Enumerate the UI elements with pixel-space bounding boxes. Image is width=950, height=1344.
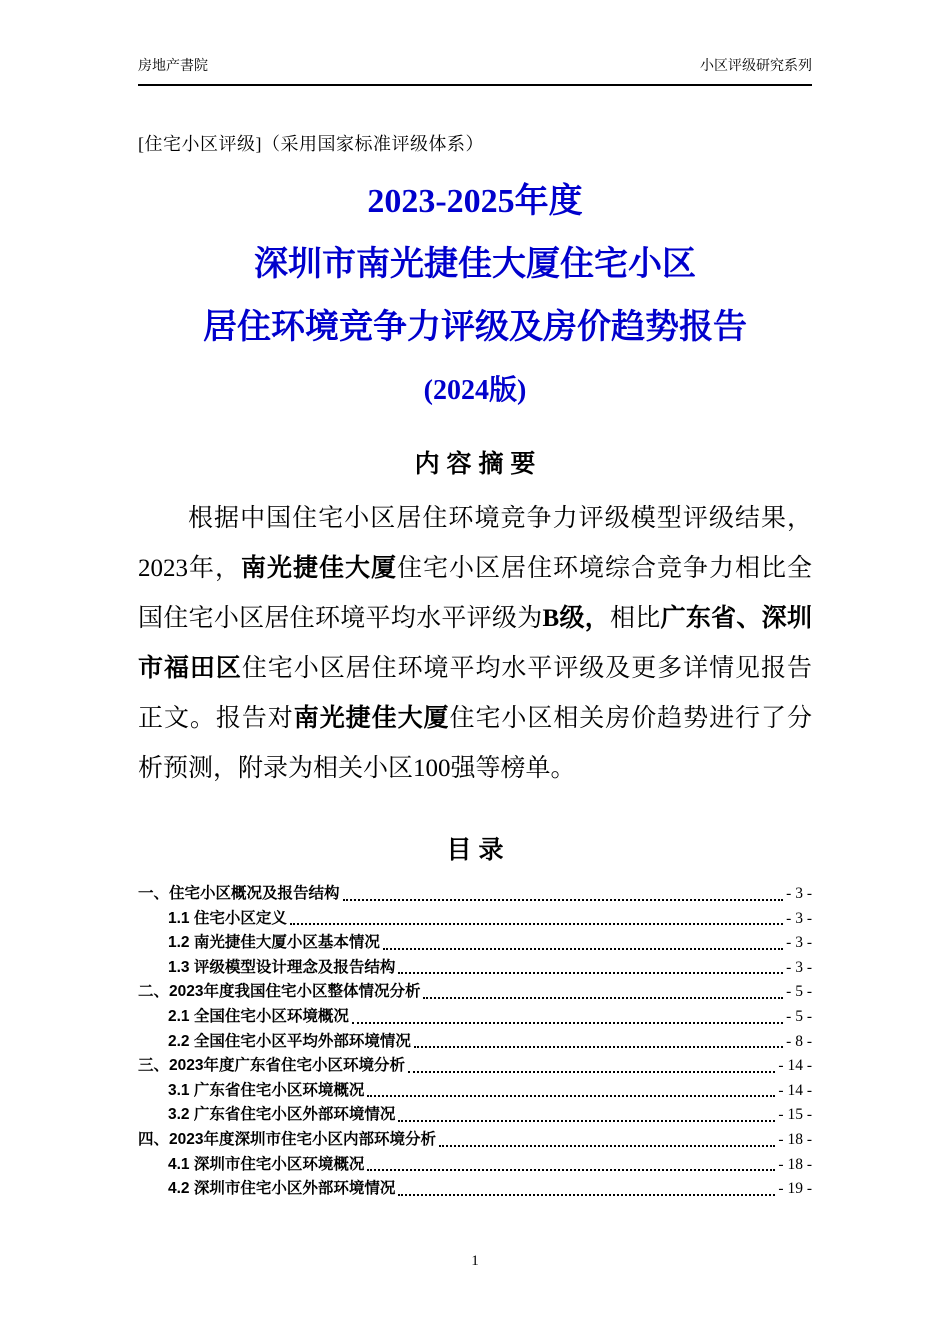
toc-leader bbox=[414, 1046, 783, 1048]
summary-text-segment: 南光捷佳大厦 bbox=[241, 554, 397, 582]
toc-item[interactable] bbox=[138, 1128, 812, 1153]
toc-item[interactable] bbox=[138, 1079, 812, 1104]
toc-item-label: 4.2 深圳市住宅小区外部环境情况 bbox=[168, 1180, 396, 1198]
edition-line: (2024版) bbox=[423, 375, 527, 407]
toc-item-page: - 15 - bbox=[778, 1106, 812, 1124]
summary-text-segment: 根据中国住宅小区居住环境竞争力评级模型评级结果，2023年， bbox=[138, 504, 812, 582]
toc-item[interactable] bbox=[138, 956, 812, 981]
toc-item[interactable] bbox=[138, 980, 812, 1005]
summary-text-segment: 相比 bbox=[610, 604, 661, 632]
toc-item-page: - 3 - bbox=[786, 884, 812, 902]
toc-item-label: 1.3 评级模型设计理念及报告结构 bbox=[168, 958, 396, 976]
toc-leader bbox=[290, 923, 783, 925]
toc-item-page: - 3 - bbox=[786, 958, 812, 976]
summary-paragraph bbox=[138, 494, 812, 794]
toc-item-label: 一、住宅小区概况及报告结构 bbox=[138, 884, 340, 902]
summary-text-segment: 住宅小区居住环境综合竞争力相比全国住宅小区居住环境平均水平评级为 bbox=[138, 554, 812, 632]
toc-item[interactable] bbox=[138, 1054, 812, 1079]
toc-item-page: - 3 - bbox=[786, 934, 812, 952]
toc-item[interactable] bbox=[138, 931, 812, 956]
toc-item-label: 二、2023年度我国住宅小区整体情况分析 bbox=[138, 983, 421, 1001]
header-left-text: 房地产書院 bbox=[138, 59, 208, 74]
toc-item-page: - 14 - bbox=[778, 1057, 812, 1075]
toc-leader bbox=[343, 899, 784, 901]
summary-text-segment: B级， bbox=[542, 604, 610, 632]
toc-leader bbox=[439, 1145, 775, 1147]
title-line-1: 2023-2025年度 bbox=[367, 183, 583, 220]
toc-item-label: 2.1 全国住宅小区环境概况 bbox=[168, 1007, 349, 1025]
toc-item[interactable] bbox=[138, 1153, 812, 1178]
toc-item[interactable] bbox=[138, 882, 812, 907]
report-title bbox=[138, 182, 812, 408]
toc-item-page: - 5 - bbox=[786, 983, 812, 1001]
toc-leader bbox=[352, 1022, 783, 1024]
toc-item-label: 三、2023年度广东省住宅小区环境分析 bbox=[138, 1057, 405, 1075]
toc-leader bbox=[398, 1120, 775, 1122]
summary-text-segment: 广东省、深圳市福田区 bbox=[138, 604, 812, 682]
page-header bbox=[138, 58, 812, 86]
toc-item[interactable] bbox=[138, 1177, 812, 1202]
toc-item-label: 2.2 全国住宅小区平均外部环境情况 bbox=[168, 1032, 411, 1050]
intro-label: [住宅小区评级]（采用国家标准评级体系） bbox=[138, 134, 484, 154]
toc-leader bbox=[398, 1194, 775, 1196]
summary-heading: 内 容 摘 要 bbox=[414, 449, 536, 478]
toc-item-page: - 8 - bbox=[786, 1032, 812, 1050]
toc-item-label: 4.1 深圳市住宅小区环境概况 bbox=[168, 1155, 365, 1173]
toc-item[interactable] bbox=[138, 907, 812, 932]
toc-item[interactable] bbox=[138, 1005, 812, 1030]
toc-item-label: 1.2 南光捷佳大厦小区基本情况 bbox=[168, 934, 380, 952]
toc-item[interactable] bbox=[138, 1030, 812, 1055]
toc-leader bbox=[383, 948, 783, 950]
toc-item-label: 3.2 广东省住宅小区外部环境情况 bbox=[168, 1106, 396, 1124]
toc-leader bbox=[367, 1095, 775, 1097]
toc-item-page: - 18 - bbox=[778, 1130, 812, 1148]
summary-text-segment: 住宅小区居住环境平均水平评级及更多详情见报告正文。报告对 bbox=[138, 654, 812, 732]
toc-leader bbox=[367, 1169, 775, 1171]
toc-item-page: - 18 - bbox=[778, 1155, 812, 1173]
toc-leader bbox=[398, 972, 783, 974]
toc-item-label: 1.1 住宅小区定义 bbox=[168, 909, 287, 927]
toc-item[interactable] bbox=[138, 1103, 812, 1128]
toc-item-page: - 19 - bbox=[778, 1180, 812, 1198]
toc-leader bbox=[408, 1071, 775, 1073]
summary-text-segment: 南光捷佳大厦 bbox=[293, 704, 450, 732]
title-line-2: 深圳市南光捷佳大厦住宅小区 bbox=[254, 245, 696, 283]
toc-item-label: 四、2023年度深圳市住宅小区内部环境分析 bbox=[138, 1130, 436, 1148]
header-right-text: 小区评级研究系列 bbox=[700, 59, 812, 74]
toc-item-page: - 5 - bbox=[786, 1007, 812, 1025]
toc-leader bbox=[423, 997, 783, 999]
page-number: 1 bbox=[471, 1253, 479, 1269]
toc-list bbox=[138, 882, 812, 1202]
title-line-3: 居住环境竞争力评级及房价趋势报告 bbox=[203, 308, 747, 346]
toc-heading: 目 录 bbox=[446, 835, 504, 864]
toc-item-label: 3.1 广东省住宅小区环境概况 bbox=[168, 1081, 365, 1099]
toc-item-page: - 3 - bbox=[786, 909, 812, 927]
summary-text-segment: 住宅小区相关房价趋势进行了分析预测，附录为相关小区100强等榜单。 bbox=[138, 704, 812, 782]
toc-item-page: - 14 - bbox=[778, 1081, 812, 1099]
